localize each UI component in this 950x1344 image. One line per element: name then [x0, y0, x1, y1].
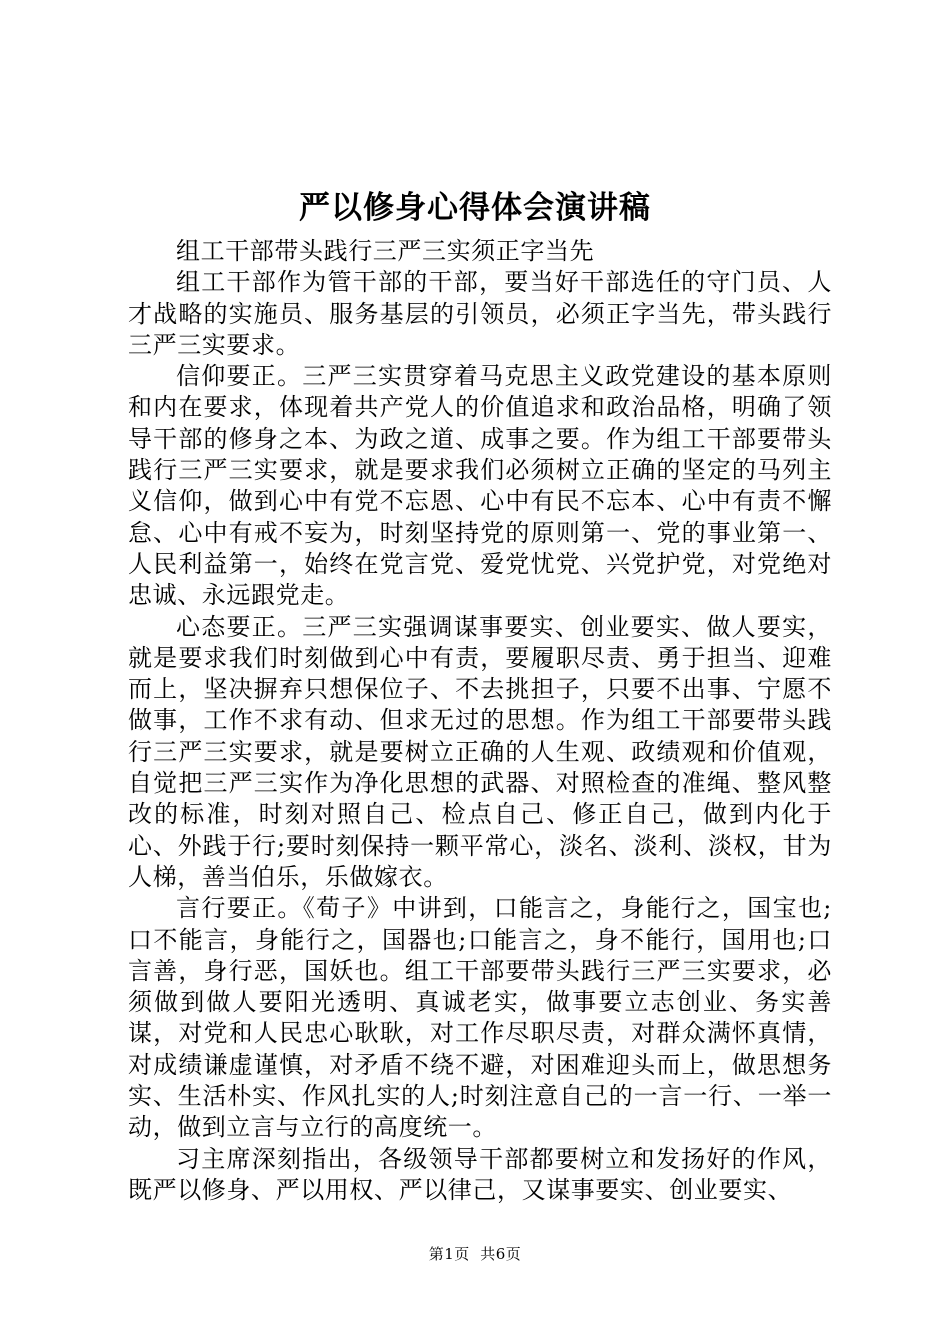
paragraph-mindset: 心态要正。三严三实强调谋事要实、创业要实、做人要实，就是要求我们时刻做到心中有责，要履职尽责、勇于担当、迎难而上，坚决摒弃只想保位子、不去挑担子，只要不出事、宁愿不做事，工作不求有动、但求无过的思想。作为组工干部要带头践行三严三实要求，就是要树立正确的人生观、政绩观和价值观，自觉把三严三实作为净化思想的武器、对照检查的准绳、整风整改的标准，时刻对照自己、检点自己、修正自己，做到内化于心、外践于行;要时刻保持一颗平常心，淡名、淡利、淡权，甘为人梯，善当伯乐，乐做嫁衣。	[128, 612, 832, 891]
paragraph-intro: 组工干部作为管干部的干部，要当好干部选任的守门员、人才战略的实施员、服务基层的引领员，必须正字当先，带头践行三严三实要求。	[128, 268, 832, 359]
document-body	[128, 236, 832, 1206]
page-footer: 第1页 共6页	[428, 1245, 522, 1263]
paragraph-belief: 信仰要正。三严三实贯穿着马克思主义政党建设的基本原则和内在要求，体现着共产党人的价值追求和政治品格，明确了领导干部的修身之本、为政之道、成事之要。作为组工干部要带头践行三严三实要求，就是要求我们必须树立正确的坚定的马列主义信仰，做到心中有党不忘恩、心中有民不忘本、心中有责不懈怠、心中有戒不妄为，时刻坚持党的原则第一、党的事业第一、人民利益第一，始终在党言党、爱党忧党、兴党护党，对党绝对忠诚、永远跟党走。	[128, 362, 832, 610]
document-title: 严以修身心得体会演讲稿	[299, 190, 651, 226]
paragraph-closing: 习主席深刻指出，各级领导干部都要树立和发扬好的作风，既严以修身、严以用权、严以律己，又谋事要实、创业要实、	[128, 1144, 832, 1204]
paragraph-conduct: 言行要正。《荀子》中讲到，口能言之，身能行之，国宝也;口不能言，身能行之，国器也;口能言之，身不能行，国用也;口言善，身行恶，国妖也。组工干部要带头践行三严三实要求，必须做到做人要阳光透明、真诚老实，做事要立志创业、务实善谋，对党和人民忠心耿耿，对工作尽职尽责，对群众满怀真情，对成绩谦虚谨慎，对矛盾不绕不避，对困难迎头而上，做思想务实、生活朴实、作风扎实的人;时刻注意自己的一言一行、一举一动，做到立言与立行的高度统一。	[128, 894, 832, 1142]
paragraph-subtitle: 组工干部带头践行三严三实须正字当先	[176, 237, 595, 265]
